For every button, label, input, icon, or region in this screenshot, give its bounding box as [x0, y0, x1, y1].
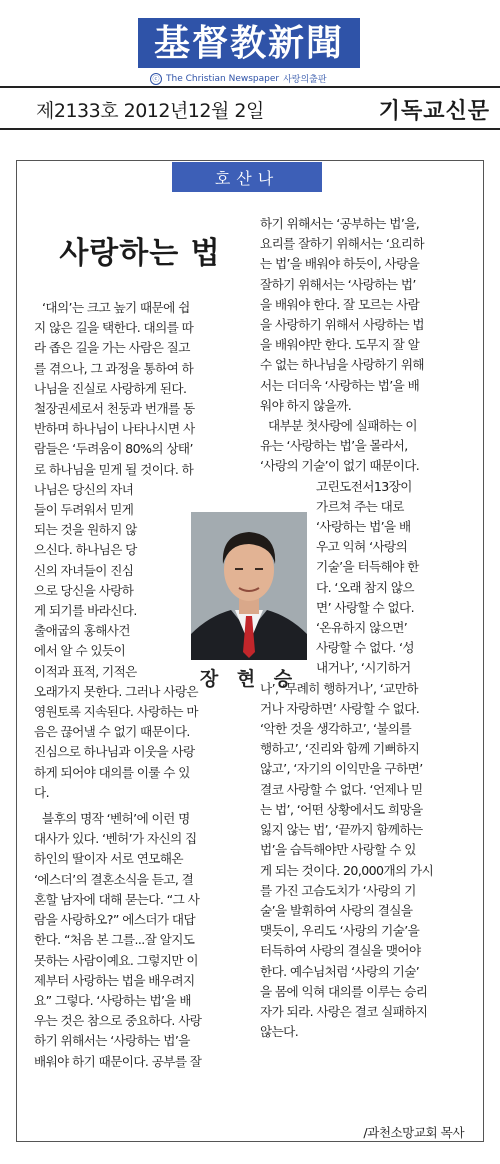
article-headline: 사랑하는 법 [59, 236, 221, 271]
article-line: 철장권세로서 천둥과 번개를 동 [34, 401, 195, 417]
article-line: 유는 ‘사랑하는 법’을 몰라서, [260, 438, 408, 454]
article-line: 혼할 남자에 대해 묻는다. “그 사 [34, 891, 200, 907]
article-line: 술’을 발휘하여 사랑의 결실을 [260, 902, 413, 918]
article-line: 자가 되라. 사랑은 결코 실패하지 [260, 1003, 428, 1019]
article-line: 법’을 습득해야만 사랑할 수 있 [260, 842, 416, 858]
article-line: 내거나’, ‘시기하거 [316, 660, 411, 676]
article-line: 대부분 첫사랑에 실패하는 이 [268, 418, 417, 434]
article-line: 는 법’을 배워야 하듯이, 사랑을 [260, 256, 420, 272]
section-tab: 호산나 [172, 162, 322, 192]
article-line: 않는다. [260, 1024, 299, 1040]
article-line: 못하는 사람이예요. 그렇지만 이 [34, 952, 198, 968]
logo-subtitle [150, 72, 370, 85]
article-line: 으로 당신을 사랑하 [34, 582, 134, 598]
article-line: 수 없는 하나님을 사랑하기 위해 [260, 357, 424, 373]
article-line: 잃지 않는 법’, ‘끝까지 함께하는 [260, 822, 423, 838]
article-line: 우고 익혀 ‘사랑의 [316, 539, 408, 555]
article-line: 우는 것은 참으로 중요하다. 사랑 [34, 1013, 202, 1029]
author-signature: /과천소망교회 목사 [363, 1125, 464, 1140]
author-photo [191, 512, 307, 660]
article-line: 이적과 표적, 기적은 [34, 663, 137, 679]
article-line: ‘대의’는 크고 높기 때문에 쉽 [42, 300, 190, 315]
article-line: 가르쳐 주는 대로 [316, 498, 404, 514]
article-line: 잘하기 위해서는 ‘사랑하는 법’ [260, 276, 416, 292]
article-line: 을 사랑하기 위해서 사랑하는 법 [260, 317, 424, 333]
article-line: 를 겪으나, 그 과정을 통하여 하 [34, 360, 194, 376]
article-line: 다. [34, 784, 49, 800]
article-line: 영원토록 지속된다. 사랑하는 마 [34, 704, 198, 720]
article-line: 나님은 당신의 자녀 [34, 481, 134, 497]
article-line: 게 되는 것이다. 20,000개의 가시 [260, 862, 434, 878]
dateline [0, 90, 500, 126]
top-rule [0, 86, 500, 88]
article-line: 한다. “처음 본 그를...잘 알지도 [34, 932, 195, 948]
article-line: 요리를 잘하기 위해서는 ‘요리하 [260, 236, 424, 252]
article-line: 나님을 진실로 사랑하게 된다. [34, 380, 187, 396]
article-line: 하기 위해서는 ‘공부하는 법’을, [260, 216, 420, 231]
article-line: 하기 위해서는 ‘사랑하는 법’을 [34, 1033, 190, 1049]
article-line: 진심으로 하나님과 이웃을 사랑 [34, 744, 195, 760]
article-line: 면’ 사랑할 수 없다. [316, 599, 414, 615]
article-line: 오래가지 못한다. 그러나 사랑은 [34, 683, 198, 699]
article-line: 하게 되어야 대의를 이룰 수 있 [34, 764, 190, 780]
article-line: 않고’, ‘자기의 이익만을 구하면’ [260, 761, 423, 777]
article-line: 을 배워야 한다. 잘 모르는 사람 [260, 296, 420, 312]
article-line: 워야 하지 않을까. [260, 397, 352, 413]
newspaper-logo [138, 18, 360, 68]
paper-name: 기독교신문 [378, 99, 490, 124]
masthead [0, 0, 500, 96]
article-line: 되는 것을 원하지 않 [34, 522, 137, 538]
article-line: 결코 사랑할 수 없다. ‘언제나 믿 [260, 781, 423, 797]
article-line: 으신다. 하나님은 당 [34, 542, 137, 558]
article-line: 지 않은 길을 택한다. 대의를 따 [34, 320, 194, 336]
article-line: 요” 그렇다. ‘사랑하는 법’을 배 [34, 992, 191, 1008]
article-line: 들이 두려워서 믿게 [34, 502, 134, 518]
article-line: 고린도전서13장이 [316, 478, 412, 494]
article-line: 다. ‘오래 참지 않으 [316, 579, 414, 595]
bottom-rule [0, 128, 500, 130]
article-line: 을 몸에 익혀 대의를 이루는 승리 [260, 983, 428, 999]
article-line: 제부터 사랑하는 법을 배우려지 [34, 972, 195, 988]
issue-date: 제2133호 2012년12월 2일 [36, 100, 264, 122]
article-line: 에서 알 수 있듯이 [34, 643, 126, 659]
author-name: 장 현 승 [199, 668, 299, 690]
article-line: 반하며 하나님이 나타나시면 사 [34, 421, 195, 437]
logo-small: 사랑의출판 [283, 75, 327, 85]
article-line: 를 가진 고슴도치가 ‘사랑의 기 [260, 882, 416, 898]
article-line: 로 하나님을 믿게 될 것이다. 하 [34, 461, 194, 477]
article-line: 서는 더더욱 ‘사랑하는 법’을 배 [260, 377, 420, 393]
article-line: 행하고’, ‘진리와 함께 기뻐하지 [260, 741, 420, 757]
article-line: 출애굽의 홍해사건 [34, 623, 130, 639]
article-line: 람을 사랑하오?” 에스더가 대답 [34, 912, 196, 928]
article-line: 한다. 예수님처럼 ‘사랑의 기술’ [260, 963, 420, 979]
article-line: 대사가 있다. ‘벤허’가 자신의 집 [34, 831, 197, 847]
article-line: 람들은 ‘두려움이 80%의 상태’ [34, 441, 193, 457]
article-line: 배워야 하기 때문이다. 공부를 잘 [34, 1053, 202, 1069]
article-line: 게 되기를 바라신다. [34, 603, 137, 619]
article-line: 신의 자녀들이 진심 [34, 562, 134, 578]
portrait-image [191, 512, 307, 660]
article-line: 을 배워야만 한다. 도무지 잘 알 [260, 337, 420, 353]
article-line: 거나 자랑하면’ 사랑할 수 없다. [260, 700, 420, 716]
article-line: 맺듯이, 우리도 ‘사랑의 기술’을 [260, 923, 420, 939]
article-line: 는 법’, ‘어떤 상황에서도 희망을 [260, 801, 423, 817]
logo-english: The Christian Newspaper [166, 73, 280, 84]
article-line: 라 좁은 길을 가는 사람은 질고 [34, 340, 190, 356]
article-line: 블후의 명작 ‘벤허’에 이런 명 [42, 811, 190, 827]
article-line: 터득하여 사랑의 결실을 맺어야 [260, 943, 421, 959]
article-line: 하인의 딸이자 서로 연모해온 [34, 851, 183, 867]
article-line: ‘악한 것을 생각하고’, ‘불의를 [260, 721, 412, 737]
article-line: ‘에스더’의 결혼소식을 듣고, 결 [34, 871, 194, 887]
article-line: ‘온유하지 않으면’ [316, 620, 408, 636]
article-line: ‘사랑하는 법’을 배 [316, 519, 411, 535]
article-line: 사랑할 수 없다. ‘성 [316, 640, 414, 656]
logo-hanja: 基督教新聞 [153, 22, 344, 64]
article-line: ‘사랑의 기술’이 없기 때문이다. [260, 458, 420, 474]
article-line: 기술’을 터득해야 한 [316, 559, 419, 575]
article-line: 나’, ‘무례히 행하거나’, ‘교만하 [260, 680, 418, 696]
article-line: 음은 끊어낼 수 없기 때문이다. [34, 724, 190, 740]
logo-mark-icon: ⓒ [150, 73, 162, 85]
